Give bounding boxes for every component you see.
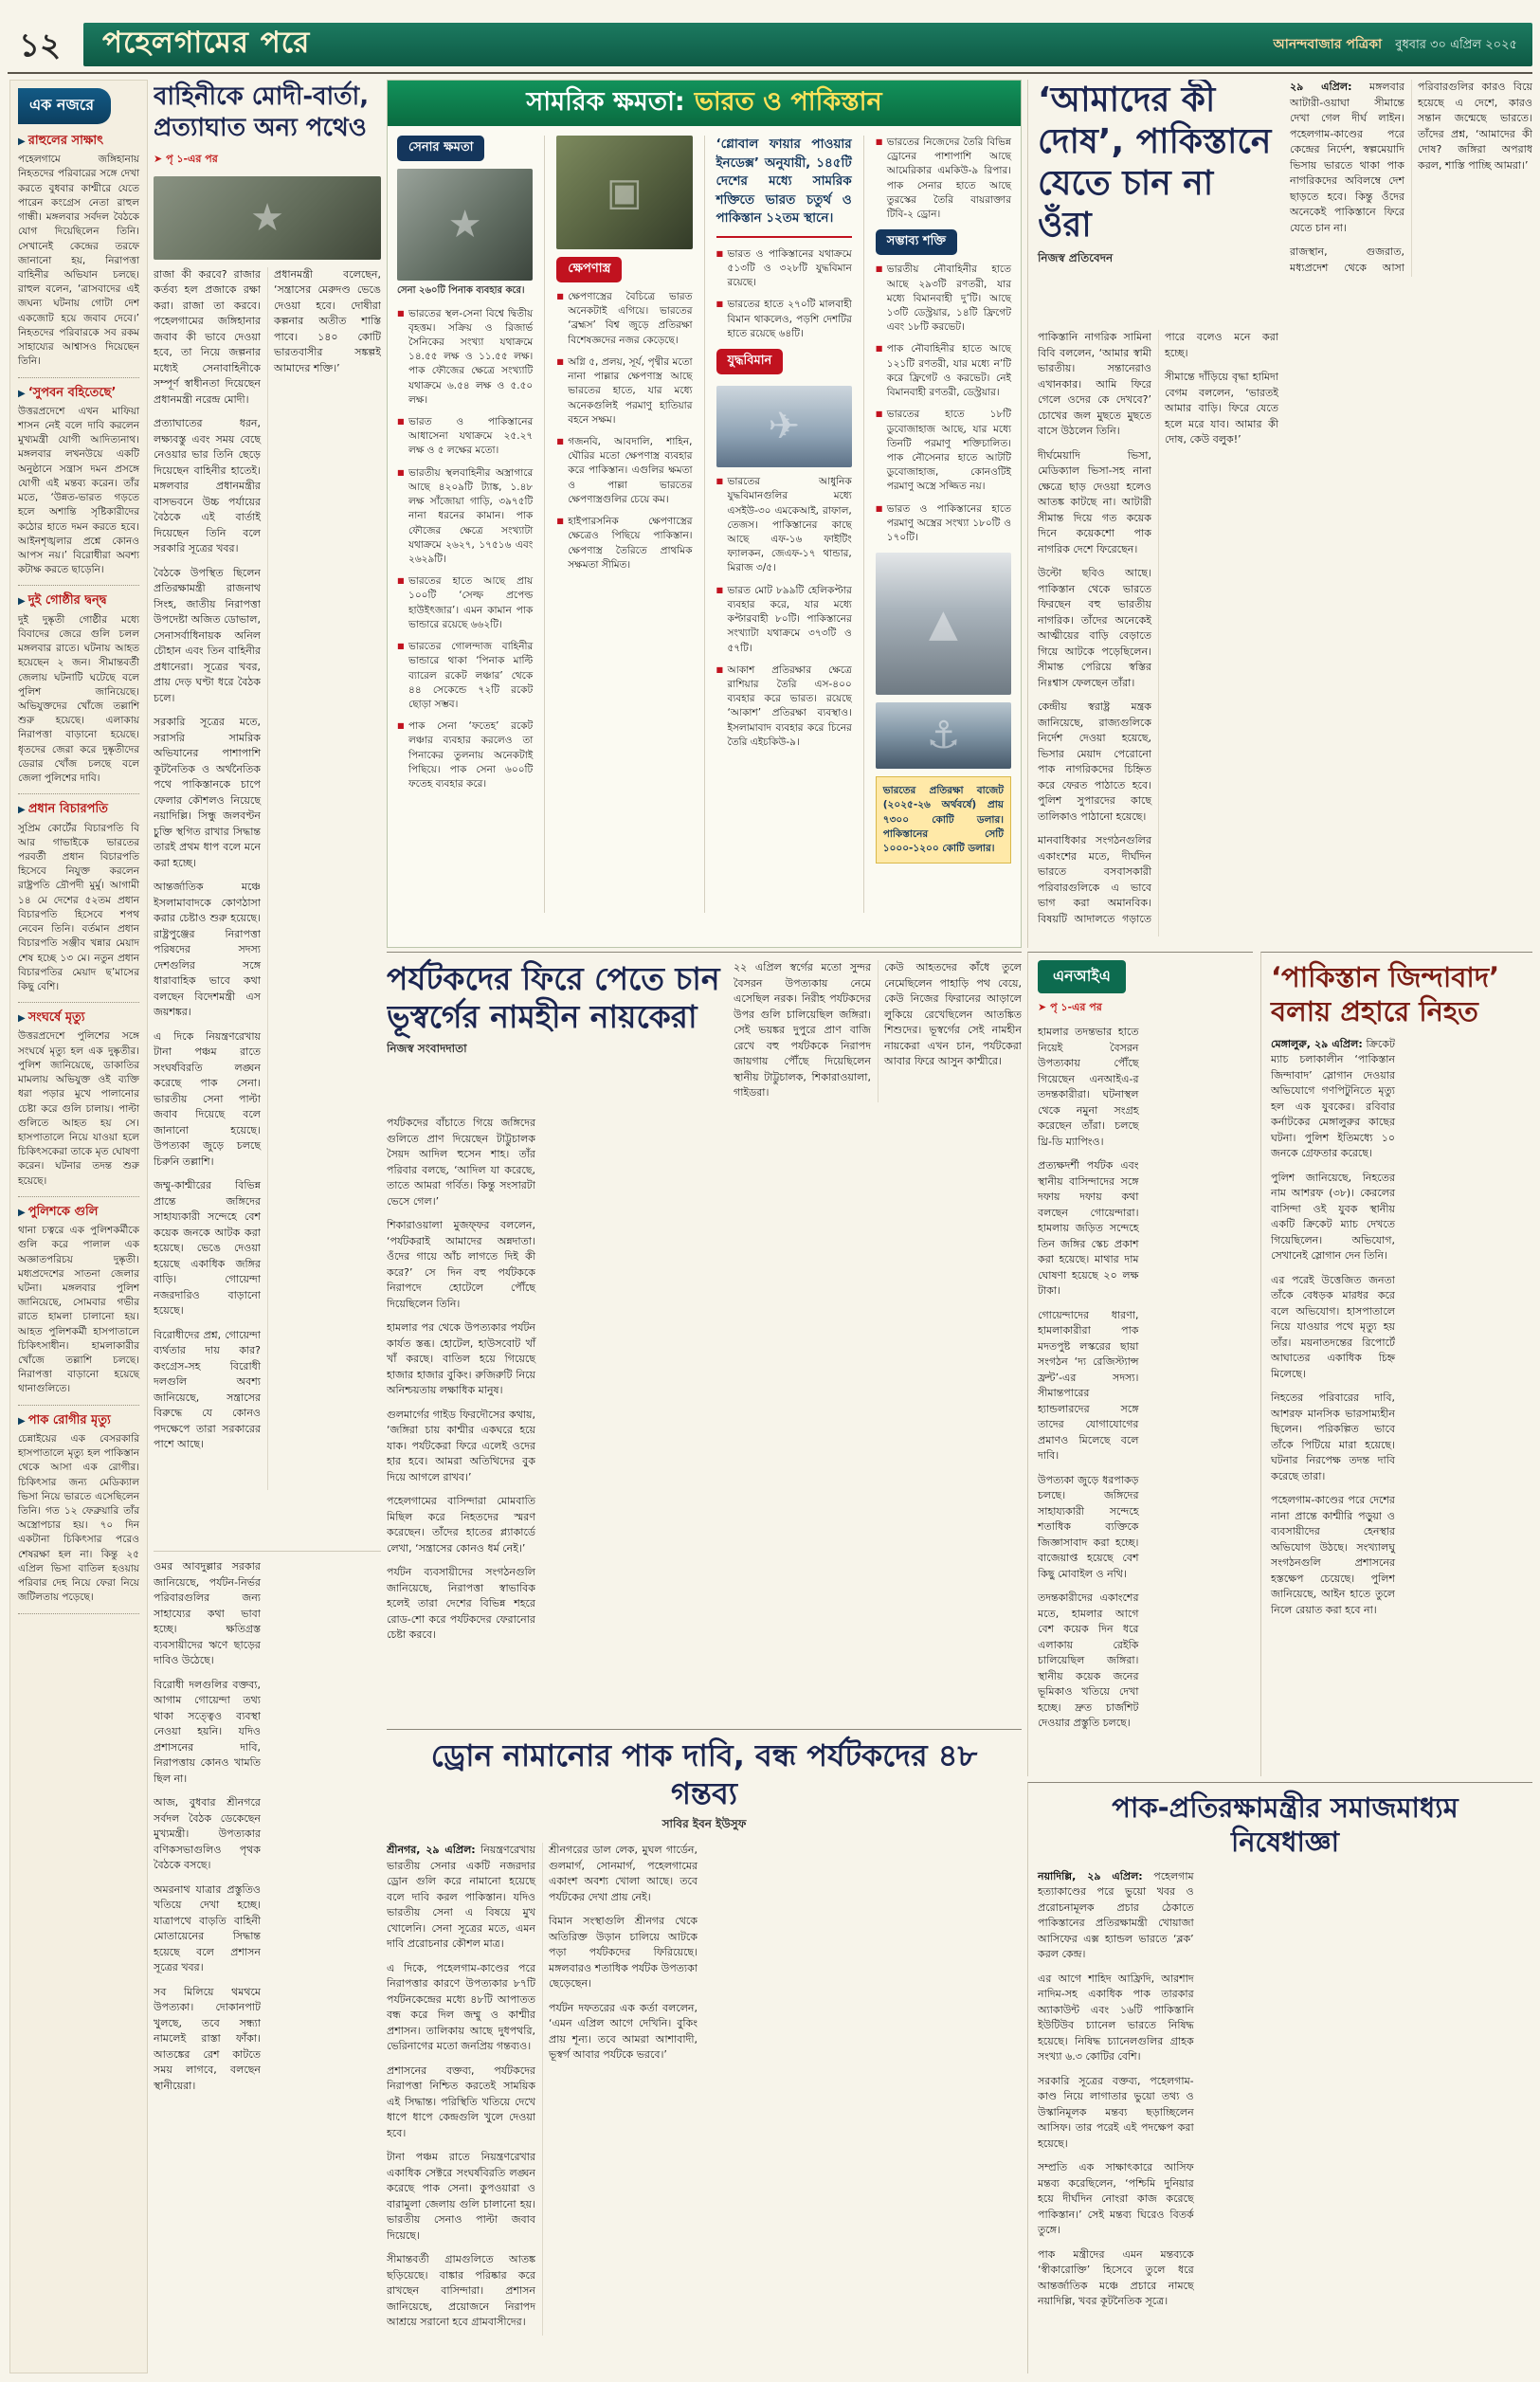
bullet-item: ■ অগ্নি ৫, প্রলয়, সূর্য, পৃথ্বীর মতো নানা পাল্লার ক্ষেপণাস্ত্র আছে ভারতের হাতে, যার মধ্যে অনেকগুলিই পরমাণু হাতিয়ার বহনে সক্ষম। (556, 355, 693, 426)
army-convoy-photo (154, 176, 381, 260)
body-paragraph: সীমান্তে দাঁড়িয়ে বৃদ্ধা হামিদা বেগম বললেন, ‘ভারতই আমার বাড়ি। ফিরে যেতে হলে মরে যাব। আমার কী দোষ, কেউ বলুক!’ (1165, 371, 1278, 445)
bullet-square-icon: ■ (397, 642, 405, 651)
bullet-item: ■ ভারতের আধুনিক যুদ্ধবিমানগুলির মধ্যে এসইউ-৩০ এমকেআই, রাফাল, তেজস। পাকিস্তানের কাছে আছে এফ-১৬ ফাইটিং ফ্যালকন, জেএফ-১৭ থান্ডার, মিরাজ ৩/৫। (716, 476, 852, 574)
brief-heading: ▶ ‘সুপবন বহিতেছে’ (18, 385, 117, 400)
article-dosh-lead-area (1290, 80, 1532, 322)
brief-list (18, 134, 139, 1614)
dateline: মেঙ্গালুরু, ২৯ এপ্রিল: (1271, 1037, 1363, 1050)
brief-heading: ▶ দুই গোষ্ঠীর দ্বন্দ্ব (18, 593, 107, 609)
section-title: পহেলগামের পরে (102, 26, 311, 60)
body-paragraph: কেউ আহতদের কাঁধে তুলে নেমেছিলেন পাহাড়ি পথ বেয়ে, কেউ নিজের ফিরানের আড়ালে লুকিয়ে রেখেছিলেন আতঙ্কিত শিশুদের। ভূস্বর্গের সেই নামহীন নায়কেরা এখন চান, পর্যটকেরা আবার ফিরে আসুন কাশ্মীরে। (884, 961, 1022, 1067)
bullet-square-icon: ■ (716, 664, 724, 674)
body-paragraph: প্রত্যাঘাতের ধরন, লক্ষ্যবস্তু এবং সময় বেছে নেওয়ার ভার তিনি ছেড়ে দিয়েছেন বাহিনীর হাতেই। মঙ্গলবার প্রধানমন্ত্রীর বাসভবনে উচ্চ পর্যায়ের বৈঠকে এই বার্তাই দিয়েছেন তিনি বলে সরকারি সূত্রের খবর। (154, 417, 261, 555)
missile-bullets (556, 290, 692, 573)
bullet-square-icon: ■ (875, 344, 883, 354)
masthead-date: বুধবার ৩০ এপ্রিল ২০২৫ (1395, 37, 1517, 52)
article-zindabad-headline: ‘পাকিস্তান জিন্দাবাদ’ বলায় প্রহারে নিহত (1271, 961, 1500, 1028)
body-paragraph: এর পরেই উত্তেজিত জনতা তাঁকে বেধড়ক মারধর করে বলে অভিযোগ। হাসপাতালে নিয়ে যাওয়ার পথে মৃত্যু হয় তাঁর। ময়নাতদন্তের রিপোর্টে আঘাতের একাধিক চিহ্ন মিলেছে। (1271, 1273, 1395, 1380)
article-dosh-lead-cols (1290, 80, 1532, 277)
body-paragraph: গোয়েন্দাদের ধারণা, হামলাকারীরা পাক মদতপুষ্ট লস্করের ছায়া সংগঠন ‘দ্য রেজিস্ট্যান্স ফ্রন্ট’-এর সদস্য। সীমান্তপারের হ্যান্ডলারদের সঙ্গে তাদের যোগাযোগের প্রমাণও মিলেছে বলে দাবি। (1038, 1308, 1139, 1462)
body-paragraph: মানবাধিকার সংগঠনগুলির একাংশের মতে, দীর্ঘদিন ভারতে বসবাসকারী পরিবারগুলিকে এ ভাবে ভাগ করা অমানবিক। বিষয়টি আদালতে গড়াতে পারে বলেও মনে করা হচ্ছে। (1038, 331, 1278, 925)
bullet-square-icon: ■ (556, 436, 564, 445)
article-zindabad-body (1271, 1037, 1532, 1700)
aircraft-counts (716, 247, 852, 341)
sidebar-title: এক নজরে (18, 88, 111, 124)
bullet-square-icon: ■ (716, 300, 724, 309)
brief-item (18, 134, 139, 378)
brief-item (18, 802, 139, 1003)
bullet-square-icon: ■ (875, 137, 883, 146)
article-modi-headline: বাহিনীকে মোদী-বার্তা, প্রত্যাঘাত অন্য পথেও (154, 82, 370, 143)
body-paragraph: পর্যটকদের বাঁচাতে গিয়ে জঙ্গিদের গুলিতে প্রাণ দিয়েছেন টাট্টুচালক সৈয়দ আদিল হুসেন শাহ। তাঁর পরিবার বলছে, ‘আদিল যা করেছে, তাতে আমরা গর্বিত। কিন্তু সংসারটা ভেসে গেল।’ (387, 1117, 535, 1208)
body-paragraph: রাজস্থান, গুজরাত, মধ্যপ্রদেশ থেকে আসা পরিবারগুলির কারও বিয়ে হয়েছে এ দেশে, কারও সন্তান জন্মেছে ভারতে। তাঁদের প্রশ্ন, ‘আমাদের কী দোষ? জঙ্গিরা অপরাধ করল, শাস্তি পাচ্ছি আমরা।’ (1290, 81, 1532, 274)
brief-item (18, 1413, 139, 1614)
bullet-item: ■ ক্ষেপণাস্ত্রের বৈচিত্রে ভারত অনেকটাই এগিয়ে। ভারতের ‘ব্রহ্মস’ বিশ্ব জুড়ে প্রতিরক্ষা বিশেষজ্ঞদের নজর কেড়েছে। (556, 291, 693, 346)
body-paragraph: পর্যটন দফতরের এক কর্তা বললেন, ‘এমন এপ্রিল আগে দেখিনি। বুকিং প্রায় শূন্য। তবে আমরা আশাবাদী, ভূস্বর্গ আবার পর্যটকে ভরবে।’ (549, 2001, 698, 2062)
article-drone-byline: সাবির ইবন ইউসুফ (661, 1817, 747, 1831)
naval-bullets (876, 263, 1011, 545)
brief-item (18, 1010, 139, 1197)
body-paragraph: হামলার পর থেকে উপত্যকার পর্যটন কার্যত স্তব্ধ। হোটেল, হাউসবোট খাঁ খাঁ করছে। বাতিল হয়ে গিয়েছে হাজার হাজার বুকিং। রুজিরুটি নিয়ে অনিশ্চয়তায় লক্ষাধিক মানুষ। (387, 1321, 535, 1396)
body-paragraph: বিরোধীদের প্রশ্ন, গোয়েন্দা ব্যর্থতার দায় কার? কংগ্রেস-সহ বিরোধী দলগুলি অবশ্য জানিয়েছে, সন্ত্রাসের বিরুদ্ধে যে কোনও পদক্ষেপে তারা সরকারের পাশে আছে। (154, 1328, 261, 1451)
lead-paragraph: শ্রীনগর, ২৯ এপ্রিল: নিয়ন্ত্রণরেখায় ভারতীয় সেনার একটি নজরদার ড্রোন গুলি করে নামানো হয়েছে বলে দাবি করল পাকিস্তান। যদিও ভারতীয় সেনা এ বিষয়ে মুখ খোলেনি। সেনা সূত্রের মতে, এমন দাবি প্ররোচনার কৌশল মাত্র। (387, 1844, 536, 1951)
lead-paragraph: নয়াদিল্লি, ২৯ এপ্রিল: পহেলগাম হত্যাকাণ্ডের পরে ভুয়ো খবর ও প্ররোচনামূলক প্রচার ঠেকাতে পাকিস্তানের প্রতিরক্ষামন্ত্রী খোয়াজা আসিফের এক্স হ্যান্ডল ভারতে ‘ব্লক’ করল কেন্দ্র। (1038, 1869, 1194, 1960)
sidebar-briefs (9, 80, 148, 2373)
article-por-lead-area (734, 960, 1022, 1110)
header-rule (8, 72, 1532, 74)
article-drone-body (387, 1843, 1022, 2336)
dateline: শ্রীনগর, ২৯ এপ্রিল: (387, 1844, 476, 1857)
bullet-square-icon: ■ (875, 409, 883, 419)
body-paragraph: পাকিস্তানি নাগরিক সামিনা বিবি বললেন, ‘আমার স্বামী ভারতীয়। সন্তানেরাও এখানকার। আমি ফিরে গেলে ওদের কে দেখবে?’ চোখের জল মুছতে মুছতে বাসে উঠলেন তিনি। (1038, 331, 1151, 437)
drone-article-continuation (154, 1551, 381, 2373)
nia-label: এনআইএ (1038, 960, 1126, 993)
body-paragraph: এ দিকে নিয়ন্ত্রণরেখায় টানা পঞ্চম রাতে সংঘর্ষবিরতি লঙ্ঘন করেছে পাক সেনা। ভারতীয় সেনা পাল্টা জবাব দিয়েছে বলে জানানো হয়েছে। উপত্যকা জুড়ে চলছে চিরুনি তল্লাশি। (154, 1029, 261, 1168)
bullet-item: ■ ভারত ও পাকিস্তানের আধাসেনা যথাক্রমে ২৫.২৭ লক্ষ ও ৫ লক্ষের মতো। (397, 416, 534, 457)
body-paragraph: বৈঠকে উপস্থিত ছিলেন প্রতিরক্ষামন্ত্রী রাজনাথ সিংহ, জাতীয় নিরাপত্তা উপদেষ্টা অজিত ডোভাল, সেনাসর্বাধিনায়ক অনিল চৌহান এবং তিন বাহিনীর প্রধানেরা। সূত্রের খবর, প্রায় দেড় ঘণ্টা ধরে বৈঠক চলে। (154, 566, 261, 704)
missile-launch-photo (876, 553, 1011, 695)
launcher-truck-icon: ▣ (606, 171, 643, 214)
soldiers-icon: ★ (250, 195, 284, 240)
lead-paragraph: ২২ এপ্রিল স্বর্গের মতো সুন্দর বৈসরন উপত্যকায় নেমে এসেছিল নরক। নিরীহ পর্যটকদের উপর গুলি চালিয়েছিল জঙ্গিরা। সেই ভয়ঙ্কর দুপুরে প্রাণ বাজি রেখে বহু পর্যটককে নিরাপদ জায়গায় পৌঁছে দিয়েছিলেন স্থানীয় টাট্টুচালক, শিকারাওয়ালা, গাইডরা। (734, 961, 871, 1099)
bullet-square-icon: ■ (716, 248, 724, 258)
brief-body: উত্তরপ্রদেশে পুলিশের সঙ্গে সংঘর্ষে মৃত্যু হল এক দুষ্কৃতীর। পুলিশ জানিয়েছে, ডাকাতির মামলায় অভিযুক্ত ওই ব্যক্তি ধরা পড়ার মুখে পালানোর চেষ্টা করে গুলি চালায়। পাল্টা গুলিতে আহত হয় সে। হাসপাতালে নিয়ে যাওয়া হলে চিকিৎসকেরা তাকে মৃত ঘোষণা করেন। ঘটনার তদন্ত শুরু হয়েছে। (18, 1030, 139, 1187)
brief-marker-icon: ▶ (18, 388, 26, 399)
body-paragraph: সীমান্তবর্তী গ্রামগুলিতে আতঙ্ক ছড়িয়েছে। বাঙ্কার পরিষ্কার করে রাখছেন বাসিন্দারা। প্রশাসন জানিয়েছে, প্রয়োজনে নিরাপদ আশ্রয়ে সরানো হবে গ্রামবাসীদের। (387, 2253, 535, 2329)
infographic-col-army (397, 136, 533, 913)
bullet-item: ■ ভারতের হাতে আছে প্রায় ১০০টি ‘সেল্ফ প্রপেল্ড হাউইৎজার’। এমন কামান পাক ভান্ডারে রয়েছে ৬৬২টি। (397, 575, 534, 630)
arrow-icon: ➤ (154, 152, 163, 165)
body-paragraph: পহেলগামের বাসিন্দারা মোমবাতি মিছিল করে নিহতদের স্মরণ করেছেন। তাঁদের হাতের প্ল্যাকার্ডে লেখা, ‘সন্ত্রাসের কোনও ধর্ম নেই।’ (387, 1495, 535, 1555)
body-paragraph: সরকারি সূত্রের বক্তব্য, পহেলগাম-কাণ্ড নিয়ে লাগাতার ভুয়ো তথ্য ও উস্কানিমূলক মন্তব্য ছড়াচ্ছিলেন আসিফ। তার পরেই এই পদক্ষেপ করা হয়েছে। (1038, 2074, 1194, 2150)
brief-item (18, 386, 139, 587)
article-modi-body (154, 267, 381, 1490)
infographic-header (388, 81, 1021, 126)
drone-note: ■ ভারতের নিজেদের তৈরি বিভিন্ন ড্রোনের পাশাপাশি আছে আমেরিকার এমকিউ-৯ রিপার। পাক সেনার হাতে আছে তুরস্কের তৈরি বায়রাক্তার টিবি-২ ড্রোন। (875, 136, 1011, 221)
defence-budget-note: ভারতের প্রতিরক্ষা বাজেট (২০২৫-২৬ অর্থবর্ষে) প্রায় ৭৩০০ কোটি ডলার। পাকিস্তানের সেটি ১০০০-১২০০ কোটি ডলার। (876, 776, 1011, 864)
fighter-jet-photo (716, 386, 852, 467)
article-porjotok-body (387, 1116, 1022, 1707)
soldiers-photo (397, 169, 533, 281)
masthead-name: আনন্দবাজার পত্রিকা (1273, 36, 1383, 52)
body-paragraph: তদন্তকারীদের একাংশের মতে, হামলার আগে বেশ কয়েক দিন ধরে এলাকায় রেইকি চালিয়েছিল জঙ্গিরা। স্থানীয় কয়েক জনের ভূমিকাও খতিয়ে দেখা হচ্ছে। দ্রুত চার্জশিট দেওয়ার প্রস্তুতি চলছে। (1038, 1591, 1139, 1729)
article-dosh-head-wrap (1038, 80, 1277, 322)
bullet-item: ■ ভারত মোট ৮৯৯টি হেলিকপ্টার ব্যবহার করে, যার মধ্যে কপ্টারবাহী ৮০টি। পাকিস্তানের সংখ্যাটা যথাক্রমে ৩৭৩টি ও ৫৭টি। (716, 584, 852, 654)
dateline: ২৯ এপ্রিল: (1290, 81, 1352, 93)
bullet-item: ■ গজনবি, আবদালি, শাহিন, ঘৌরির মতো ক্ষেপণাস্ত্র ব্যবহার করে পাকিস্তান। এগুলির ক্ষমতা ও পাল্লা ভারতের ক্ষেপণাস্ত্রগুলির চেয়ে কম। (556, 435, 693, 505)
bullet-square-icon: ■ (556, 517, 564, 526)
body-paragraph: নিহতের পরিবারের দাবি, আশরফ মানসিক ভারসাম্যহীন ছিলেন। পরিকল্পিত ভাবে তাঁকে পিটিয়ে মারা হয়েছে। ঘটনার নিরপেক্ষ তদন্ত দাবি করেছে তারা। (1271, 1391, 1395, 1482)
bullet-item: ■ পাক সেনা ‘ফতেহ’ রকেট লঞ্চার ব্যবহার করলেও তা পিনাকের তুলনায় অনেকটাই পিছিয়ে। পাক সেনা ৬০০টি ফতেহ ব্যবহার করে। (397, 720, 534, 791)
bullet-item: ■ ভারত ও পাকিস্তানের হাতে পরমাণু অস্ত্রের সংখ্যা ১৮০টি ও ১৭০টি। (875, 502, 1011, 544)
article-porjotok (387, 952, 1022, 1723)
body-paragraph: এ দিকে, পহেলগাম-কাণ্ডের পরে নিরাপত্তার কারণে উপত্যকার ৮৭টি পর্যটনকেন্দ্রের মধ্যে ৪৮টি আপাতত বন্ধ করে দিল জম্মু ও কাশ্মীর প্রশাসন। তালিকায় আছে দুধপথরি, ভেরিনাগের মতো জনপ্রিয় গন্তব্যও। (387, 1961, 535, 2053)
article-modi (154, 80, 381, 1545)
body-paragraph: বিমান সংস্থাগুলি শ্রীনগর থেকে অতিরিক্ত উড়ান চালিয়ে আটকে পড়া পর্যটকদের ফিরিয়েছে। মঙ্গলবারও শতাধিক পর্যটক উপত্যকা ছেড়েছেন। (549, 1915, 698, 1991)
soldiers-icon: ★ (447, 203, 482, 246)
article-dosh (1027, 80, 1532, 948)
bullet-square-icon: ■ (716, 477, 724, 486)
bullet-square-icon: ■ (397, 308, 405, 318)
article-drone-headline: ড্রোন নামানোর পাক দাবি, বন্ধ পর্যটকদের ৪৮ গন্তব্য (430, 1737, 978, 1811)
article-minister (1027, 1782, 1532, 2373)
body-paragraph: পহেলগাম-কাণ্ডের পরে দেশের নানা প্রান্তে কাশ্মীরি পড়ুয়া ও ব্যবসায়ীদের হেনস্থার অভিযোগ উঠছে। সংখ্যালঘু সংগঠনগুলি প্রশাসনের হস্তক্ষেপ চেয়েছে। পুলিশ জানিয়েছে, আইন হাতে তুলে নিলে রেয়াত করা হবে না। (1271, 1494, 1395, 1616)
brief-heading: ▶ প্রধান বিচারপতি (18, 802, 108, 817)
bullet-item: ■ ভারতের হাতে ২৭০টি মালবাহী বিমান থাকলেও, পড়শি দেশটির হাতে রয়েছে ৬৪টি। (716, 299, 852, 339)
lead-paragraph: মেঙ্গালুরু, ২৯ এপ্রিল: ক্রিকেট ম্যাচ চলাকালীন ‘পাকিস্তান জিন্দাবাদ’ স্লোগান দেওয়ার অভিযোগে গণপিটুনিতে মৃত্যু হল এক যুবকের। রবিবার কর্নাটকের মেঙ্গালুরুর কাছের ঘটনা। পুলিশ ইতিমধ্যে ১০ জনকে গ্রেফতার করেছে। (1271, 1037, 1395, 1159)
drone-cont-body (154, 1559, 381, 2365)
bullet-square-icon: ■ (875, 264, 883, 274)
brief-heading: ▶ রাহুলের সাক্ষাৎ (18, 134, 104, 148)
missiles-label: ক্ষেপণাস্ত্র (556, 257, 622, 282)
bullet-item: ■ পাক নৌবাহিনীর হাতে আছে ১২১টি রণতরী, যার মধ্যে ন’টি করে ফ্রিগেট ও করভেট। নেই বিমানবাহী রণতরী, ডেস্ট্রয়ার। (875, 343, 1011, 399)
article-dosh-top (1038, 80, 1532, 322)
body-paragraph: গুলমার্গের গাইড ফিরদৌসের কথায়, ‘জঙ্গিরা চায় কাশ্মীর একঘরে হয়ে যাক। পর্যটকেরা ফিরে এলেই ওদের হার হবে। আমরা অতিথিদের বুক দিয়ে আগলে রাখব।’ (387, 1408, 535, 1483)
military-infographic (387, 80, 1022, 948)
rocket-icon: ▲ (928, 602, 958, 646)
brief-heading: ▶ সংঘর্ষে মৃত্যু (18, 1010, 85, 1026)
bullet-item: ■ ভারত ও পাকিস্তানের যথাক্রমে ৫১৩টি ও ৩২৮টি যুদ্ধবিমান রয়েছে। (716, 247, 852, 289)
article-minister-body (1038, 1869, 1532, 2343)
article-porjotok-top (387, 960, 1022, 1110)
article-dosh-body (1038, 330, 1532, 936)
body-paragraph: সরকারি সূত্রের মতে, সরাসরি সামরিক অভিযানের পাশাপাশি কূটনৈতিক ও অর্থনৈতিক পথে পাকিস্তানকে চাপে ফেলার কৌশলও নিয়েছে নয়াদিল্লি। সিন্ধু জলবণ্টন চুক্তি স্থগিত রাখার সিদ্ধান্ত তারই প্রথম ধাপ বলে মনে করা হচ্ছে। (154, 716, 261, 869)
bullet-item: ■ ভারতীয় নৌবাহিনীর হাতে আছে ২৯৩টি রণতরী, যার মধ্যে বিমানবাহী দু’টি। আছে ১৩টি ডেস্ট্রয়ার, ১৪টি ফ্রিগেট এবং ১৮টি করভেট। (875, 264, 1011, 334)
section-banner (83, 23, 1532, 66)
body-paragraph: উপত্যকা জুড়ে ধরপাকড় চলছে। জঙ্গিদের সাহায্যকারী সন্দেহে শতাধিক ব্যক্তিকে জিজ্ঞাসাবাদ করা হচ্ছে। বাজেয়াপ্ত হয়েছে বেশ কিছু মোবাইল ও নথি। (1038, 1473, 1139, 1580)
body-paragraph: দীর্ঘমেয়াদি ভিসা, মেডিক্যাল ভিসা-সহ নানা ক্ষেত্রে ছাড় দেওয়া হলেও আতঙ্ক কাটছে না। আটারী সীমান্ত দিয়ে গত কয়েক দিনে কয়েকশো পাক নাগরিক দেশে ফিরেছেন। (1038, 448, 1151, 555)
body-paragraph: সম্প্রতি এক সাক্ষাৎকারে আসিফ মন্তব্য করেছিলেন, ‘পশ্চিমি দুনিয়ার হয়ে দীর্ঘদিন নোংরা কাজ করেছে পাকিস্তান।’ সেই মন্তব্য ঘিরেও বিতর্ক তুঙ্গে। (1038, 2161, 1194, 2236)
article-minister-headline: পাক-প্রতিরক্ষামন্ত্রীর সমাজমাধ্যম নিষেধাজ্ঞা (1112, 1791, 1458, 1859)
body-paragraph: পাক মন্ত্রীদের এমন মন্তব্যকে ‘স্বীকারোক্তি’ হিসেবে তুলে ধরে আন্তর্জাতিক মঞ্চে প্রচারে নামছে নয়াদিল্লি, খবর কূটনৈতিক সূত্রে। (1038, 2247, 1194, 2307)
bullet-item: ■ ভারতের স্থল-সেনা বিশ্বে দ্বিতীয় বৃহত্তম। সক্রিয় ও রিজার্ভ সৈনিকের সংখ্যা যথাক্রমে ১৪.৫৫ লক্ষ ও ১১.৫৫ লক্ষ। পাক ফৌজের ক্ষেত্রে সংখ্যাটি যথাক্রমে ৬.৫৪ লক্ষ ও ৫.৫০ লক্ষ। (397, 307, 534, 406)
nia-body (1038, 1025, 1253, 1764)
brief-body: উত্তরপ্রদেশে এখন মাফিয়া শাসন নেই বলে দাবি করলেন মুখ্যমন্ত্রী যোগী আদিত্যনাথ। মঙ্গলবার লখনউয়ে একটি অনুষ্ঠানে সন্ত্রাস দমন প্রসঙ্গে যোগী এই মন্তব্য করেন। তাঁর মতে, ‘উন্নত-ভারত গড়তে হলে অশান্তি সৃষ্টিকারীদের কঠোর হাতে দমন করতে হবে। আইনশৃঙ্খলার প্রশ্নে কোনও আপস নয়।’ বিরোধীরা অবশ্য কটাক্ষ করতে ছাড়েনি। (18, 405, 139, 576)
pinaka-caption: সেনা ২৬০টি পিনাক ব্যবহার করে। (397, 285, 525, 296)
navy-ship-photo (876, 702, 1011, 769)
brief-body: দুই দুষ্কৃতী গোষ্ঠীর মধ্যে বিবাদের জেরে গুলি চলল মঙ্গলবার রাতে। ঘটনায় আহত হয়েছেন ২ জন। সীমান্তবর্তী জেলায় ঘটনাটি ঘটেছে বলে পুলিশ জানিয়েছে। অভিযুক্তদের খোঁজে তল্লাশি শুরু হয়েছে। এলাকায় নিরাপত্তা বাড়ানো হয়েছে। ধৃতদের জেরা করে দুষ্কৃতীদের ডেরার খোঁজ চলছে বলে জেলা পুলিশের দাবি। (18, 613, 139, 785)
body-paragraph: অমরনাথ যাত্রার প্রস্তুতিও খতিয়ে দেখা হচ্ছে। যাত্রাপথে বাড়তি বাহিনী মোতায়েনের সিদ্ধান্ত হয়েছে বলে প্রশাসন সূত্রের খবর। (154, 1882, 261, 1973)
article-porjotok-byline: নিজস্ব সংবাদদাতা (387, 1041, 467, 1055)
bullet-square-icon: ■ (875, 503, 883, 513)
army-bullets (397, 307, 533, 792)
body-paragraph: উল্টো ছবিও আছে। পাকিস্তান থেকে ভারতে ফিরছেন বহু ভারতীয় নাগরিক। তাঁদের অনেকেই আত্মীয়ের বাড়ি বেড়াতে গিয়ে আটকে পড়েছিলেন। সীমান্ত পেরিয়ে স্বস্তির নিঃশ্বাস ফেলছেন তাঁরা। (1038, 567, 1151, 689)
article-dosh-byline: নিজস্ব প্রতিবেদন (1038, 250, 1114, 264)
body-paragraph: প্রত্যক্ষদর্শী পর্যটক এবং স্থানীয় বাসিন্দাদের সঙ্গে দফায় দফায় কথা বলছেন গোয়েন্দারা। হামলায় জড়িত সন্দেহে তিন জঙ্গির স্কেচ প্রকাশ করা হয়েছে। মাথার দাম ঘোষণা হয়েছে ২০ লক্ষ টাকা। (1038, 1159, 1139, 1297)
lead-paragraph: ২৯ এপ্রিল: মঙ্গলবার আটারী-ওয়াঘা সীমান্তে দেখা গেল দীর্ঘ লাইন। পহেলগাম-কাণ্ডের পরে কেন্দ্রের নির্দেশ, স্বল্পমেয়াদি ভিসায় ভারতে থাকা পাক নাগরিকদের অবিলম্বে দেশ ছাড়তে হবে। কিন্তু ওঁদের অনেকেই পাকিস্তানে ফিরে যেতে চান না। (1290, 81, 1404, 234)
bullet-item: ■ ভারতের গোলন্দাজ বাহিনীর ভান্ডারে থাকা ‘পিনাক মাল্টি ব্যারেল রকেট লঞ্চার’ থেকে ৪৪ সেকেন্ডে ৭২টি রকেট ছোড়া সম্ভব। (397, 641, 534, 710)
bullet-item: ■ ভারতের হাতে ১৮টি ডুবোজাহাজ আছে, যার মধ্যে তিনটি পরমাণু শক্তিচালিত। পাক নৌসেনার হাতে আটটি ডুবোজাহাজ, কোনওটিই পরমাণু অস্ত্রে সজ্জিত নয়। (875, 409, 1011, 493)
infographic-body (388, 126, 1021, 922)
aircraft-label: যুদ্ধবিমান (716, 349, 784, 374)
brief-heading: ▶ পুলিশকে গুলি (18, 1204, 99, 1219)
brief-marker-icon: ▶ (18, 1415, 26, 1427)
page-number: ১২ (19, 27, 62, 64)
anchor-icon: ⚓ (926, 714, 961, 758)
brief-marker-icon: ▶ (18, 1013, 26, 1025)
bullet-item: ■ হাইপারসনিক ক্ষেপণাস্ত্রের ক্ষেত্রেও পিছিয়ে পাকিস্তান। ক্ষেপণাস্ত্র তৈরিতে প্রাথমিক সক্ষমতা সীমিত। (556, 516, 693, 571)
body-paragraph: ওমর আবদুল্লার সরকার জানিয়েছে, পর্যটন-নির্ভর পরিবারগুলির জন্য সাহায্যের কথা ভাবা হচ্ছে। ক্ষতিগ্রস্ত ব্যবসায়ীদের ঋণে ছাড়ের দাবিও উঠেছে। (154, 1560, 261, 1666)
dateline: নয়াদিল্লি, ২৯ এপ্রিল: (1038, 1869, 1143, 1882)
body-paragraph: আন্তর্জাতিক মঞ্চে ইসলামাবাদকে কোণঠাসা করার চেষ্টাও শুরু হয়েছে। রাষ্ট্রপুঞ্জের নিরাপত্তা পরিষদের সদস্য দেশগুলির সঙ্গে ধারাবাহিক ভাবে কথা বলছেন বিদেশমন্ত্রী এস জয়শঙ্কর। (154, 881, 261, 1019)
article-zindabad (1260, 952, 1532, 1776)
infographic-title-accent: ভারত ও পাকিস্তান (694, 86, 882, 117)
continued-from-page1: ➤ পৃ ১-এর পর (154, 152, 218, 165)
body-paragraph: রাজা কী করবে? রাজার কর্তব্য হল প্রজাকে রক্ষা করা। রাজা তা করবে। পহেলগামের জঙ্গিহানার জবাব কী ভাবে দেওয়া হবে, তা নিয়ে জল্পনার মধ্যেই সেনাবাহিনীকে সম্পূর্ণ স্বাধীনতা দিয়েছেন প্রধানমন্ত্রী নরেন্দ্র মোদী। (154, 267, 261, 406)
bullet-square-icon: ■ (716, 585, 724, 594)
gfp-index-intro: ‘গ্লোবাল ফায়ার পাওয়ার ইনডেক্স’ অনুযায়ী, ১৪৫টি দেশের মধ্যে সামরিক শক্তিতে ভারত চতুর্থ ও পাকিস্তান ১২তম স্থানে। (716, 136, 852, 238)
brief-body: সুপ্রিম কোর্টের বিচারপতি বি আর গাভাইকে ভারতের পরবর্তী প্রধান বিচারপতি হিসেবে নিযুক্ত করলেন রাষ্ট্রপতি দ্রৌপদী মুর্মু। আগামী ১৪ মে দেশের ৫২তম প্রধান বিচারপতি হিসেবে শপথ নেবেন তিনি। বর্তমান প্রধান বিচারপতি সঞ্জীব খন্নার মেয়াদ শেষ হচ্ছে ১৩ মে। নতুন প্রধান বিচারপতির মেয়াদ ছ’মাসের কিছু বেশি। (18, 822, 139, 992)
body-paragraph: বিরোধী দলগুলির বক্তব্য, আগাম গোয়েন্দা তথ্য থাকা সত্ত্বেও ব্যবস্থা নেওয়া হয়নি। যদিও প্রশাসনের দাবি, নিরাপত্তায় কোনও খামতি ছিল না। (154, 1678, 261, 1785)
brief-marker-icon: ▶ (18, 596, 26, 608)
brief-marker-icon: ▶ (18, 136, 26, 147)
fighter-jet-icon: ✈ (768, 405, 800, 449)
arrow-icon: ➤ (1038, 1001, 1047, 1013)
brief-item (18, 593, 139, 794)
brief-marker-icon: ▶ (18, 1207, 26, 1218)
body-paragraph: পর্যটন ব্যবসায়ীদের সংগঠনগুলি জানিয়েছে, নিরাপত্তা স্বাভাবিক হলেই তারা দেশের বিভিন্ন শহরে রোড-শো করে পর্যটকদের ফেরানোর চেষ্টা করবে। (387, 1566, 535, 1641)
bullet-square-icon: ■ (397, 721, 405, 731)
brief-body: পহেলগামে জঙ্গিহানায় নিহতদের পরিবারের সঙ্গে দেখা করতে বুধবার কাশ্মীরে যেতে পারেন কংগ্রেস নেতা রাহুল গান্ধী। মঙ্গলবার সর্বদল বৈঠকে যোগ দিয়েছিলেন তিনি। সেখানেই কেন্দ্রের তরফে জানানো হয়, নিরাপত্তা বাহিনীর অভিযান চলছে। রাহুল বলেন, ‘ত্রাসবাদের এই জঘন্য ঘটনায় গোটা দেশ একজোট হয়ে জবাব দেবে।’ নিহতদের পরিবারকে সব রকম সাহায্যের আশ্বাসও দিয়েছেন তিনি। (18, 154, 139, 368)
brief-heading: ▶ পাক রোগীর মৃত্যু (18, 1412, 111, 1427)
body-paragraph: আজ, বুধবার শ্রীনগরে সর্বদল বৈঠক ডেকেছেন মুখ্যমন্ত্রী। উপত্যকার বণিকসভাগুলিও পৃথক বৈঠকে বসছে। (154, 1796, 261, 1871)
brief-body: চেন্নাইয়ের এক বেসরকারি হাসপাতালে মৃত্যু হল পাকিস্তান থেকে আসা এক রোগীর। চিকিৎসার জন্য মেডিক্যাল ভিসা নিয়ে ভারতে এসেছিলেন তিনি। গত ১২ ফেব্রুয়ারি তাঁর অস্ত্রোপচার হয়। ৭০ দিন একটানা চিকিৎসার পরেও শেষরক্ষা হল না। কিন্তু ২৫ এপ্রিল ভিসা বাতিল হওয়ায় পরিবার দেহ নিয়ে ফেরা নিয়ে জটিলতায় পড়েছে। (18, 1432, 139, 1604)
brief-item (18, 1205, 139, 1406)
missile-truck-photo (556, 136, 692, 249)
nia-continuation (1027, 952, 1253, 1776)
article-porjotok-head-wrap (387, 960, 720, 1110)
continued-from-page1: ➤ পৃ ১-এর পর (1038, 1001, 1102, 1013)
article-por-lead-cols (734, 960, 1022, 1102)
body-paragraph: টানা পঞ্চম রাতে নিয়ন্ত্রণরেখার একাধিক সেক্টরে সংঘর্ষবিরতি লঙ্ঘন করেছে পাক সেনা। কুপওয়ারা ও বারামুলা জেলায় গুলি চালানো হয়। ভারতীয় সেনাও পাল্টা জবাব দিয়েছে। (387, 2151, 535, 2242)
body-paragraph: পুলিশ জানিয়েছে, নিহতের নাম আশরফ (৩৮)। কেরলের বাসিন্দা ওই যুবক স্থানীয় একটি ক্রিকেট ম্যাচ দেখতে গিয়েছিলেন। অভিযোগ, সেখানেই স্লোগান দেন তিনি। (1271, 1171, 1395, 1262)
article-drone (387, 1729, 1022, 2373)
bullet-square-icon: ■ (556, 292, 564, 300)
brief-body: থানা চত্বরে এক পুলিশকর্মীকে গুলি করে পালাল এক অজ্ঞাতপরিচয় দুষ্কৃতী। মধ্যপ্রদেশের সাতনা জেলার ঘটনা। মঙ্গলবার পুলিশ জানিয়েছে, সোমবার গভীর রাতে হামলা চালানো হয়। আহত পুলিশকর্মী হাসপাতালে চিকিৎসাধীন। হামলাকারীর খোঁজে তল্লাশি চলছে। নিরাপত্তা বাড়ানো হয়েছে থানাগুলিতে। (18, 1225, 139, 1395)
body-paragraph: শ্রীনগরের ডাল লেক, মুঘল গার্ডেন, গুলমার্গ, সোনমার্গ, পহেলগামের একাংশ অবশ্য খোলা আছে। তবে পর্যটকের দেখা প্রায় নেই। (549, 1844, 698, 1903)
bullet-item: ■ ভারতীয় স্থলবাহিনীর অস্ত্রাগারে আছে ৪২০৯টি ট্যাঙ্ক, ১.৪৮ লক্ষ সাঁজোয়া গাড়ি, ৩৯৭৫টি নানা ধরনের কামান। পাক ফৌজের ক্ষেত্রে সংখ্যাটা যথাক্রমে ২৬২৭, ১৭৫১৬ এবং ২৬২৯টি। (397, 466, 534, 565)
brief-marker-icon: ▶ (18, 805, 26, 816)
infographic-col-missiles (544, 136, 692, 913)
infographic-title: সামরিক ক্ষমতা: (526, 86, 685, 117)
bullet-square-icon: ■ (397, 417, 405, 427)
body-paragraph: সব মিলিয়ে থমথমে উপত্যকা। দোকানপাট খুলছে, তবে সন্ধ্যা নামলেই রাস্তা ফাঁকা। আতঙ্কের রেশ কাটতে সময় লাগবে, বলছেন স্থানীয়েরা। (154, 1985, 261, 2092)
aircraft-bullets (716, 475, 852, 750)
body-paragraph: কেন্দ্রীয় স্বরাষ্ট্র মন্ত্রক জানিয়েছে, রাজ্যগুলিকে নির্দেশ দেওয়া হয়েছে, ভিসার মেয়াদ পেরোনো পাক নাগরিকদের চিহ্নিত করে ফেরত পাঠাতে হবে। পুলিশ সুপারদের কাছে তালিকাও পাঠানো হয়েছে। (1038, 700, 1151, 823)
article-porjotok-headline: পর্যটকদের ফিরে পেতে চান ভূস্বর্গের নামহীন নায়কেরা (387, 960, 720, 1036)
body-paragraph: হামলার তদন্তভার হাতে নিয়েই বৈসরন উপত্যকায় পৌঁছে গিয়েছেন এনআইএ-র তদন্তকারীরা। ঘটনাস্থল থেকে নমুনা সংগ্রহ করেছেন তাঁরা। চলছে থ্রি-ডি ম্যাপিংও। (1038, 1026, 1139, 1148)
body-paragraph: জম্মু-কাশ্মীরের বিভিন্ন প্রান্তে জঙ্গিদের সাহায্যকারী সন্দেহে বেশ কয়েক জনকে আটক করা হয়েছে। ভেঙে দেওয়া হয়েছে একাধিক জঙ্গির বাড়ি। গোয়েন্দা নজরদারিও বাড়ানো হয়েছে। (154, 1179, 261, 1318)
naval-label: সম্ভাব্য শক্তি (876, 229, 957, 255)
article-dosh-headline: ‘আমাদের কী দোষ’, পাকিস্তানে যেতে চান না ওঁরা (1038, 81, 1272, 245)
body-paragraph: শিকারাওয়ালা মুজফ্ফর বললেন, ‘পর্যটকরাই আমাদের অন্নদাতা। ওঁদের গায়ে আঁচ লাগতে দিই কী করে?’ সে দিন বহু পর্যটককে নিরাপদে হোটেলে পৌঁছে দিয়েছিলেন তিনি। (387, 1219, 535, 1310)
body-paragraph: এর আগে শাহিদ আফ্রিদি, আরশাদ নাদিম-সহ একাধিক পাক তারকার অ্যাকাউন্ট এবং ১৬টি পাকিস্তানি ইউটিউব চ্যানেল ভারতে নিষিদ্ধ হয়েছে। নিষিদ্ধ চ্যানেলগুলির গ্রাহক সংখ্যা ৬.৩ কোটির বেশি। (1038, 1972, 1194, 2063)
infographic-col-naval (863, 136, 1011, 913)
infographic-col-aircraft (704, 136, 852, 913)
body-paragraph: প্রধানমন্ত্রী বলেছেন, ‘সন্ত্রাসের মেরুদণ্ড ভেঙে দেওয়া হবে। দোষীরা কল্পনার অতীত শাস্তি পাবে। ১৪০ কোটি ভারতবাসীর সঙ্কল্পই আমাদের শক্তি।’ (274, 267, 381, 374)
army-label: সেনার ক্ষমতা (397, 136, 484, 161)
body-paragraph: প্রশাসনের বক্তব্য, পর্যটকদের নিরাপত্তা নিশ্চিত করতেই সাময়িক এই সিদ্ধান্ত। পরিস্থিতি খতিয়ে দেখে ধাপে ধাপে কেন্দ্রগুলি খুলে দেওয়া হবে। (387, 2064, 535, 2139)
bullet-square-icon: ■ (556, 356, 564, 366)
masthead (1273, 37, 1517, 53)
bullet-square-icon: ■ (397, 467, 405, 477)
bullet-item: ■ আকাশ প্রতিরক্ষার ক্ষেত্রে রাশিয়ার তৈরি এস-৪০০ ব্যবহার করে ভারত। রয়েছে ‘আকাশ’ প্রতিরক্ষা ব্যবস্থাও। ইসলামাবাদ ব্যবহার করে চিনের তৈরি এইচকিউ-৯। (716, 664, 852, 748)
bullet-square-icon: ■ (397, 576, 405, 586)
